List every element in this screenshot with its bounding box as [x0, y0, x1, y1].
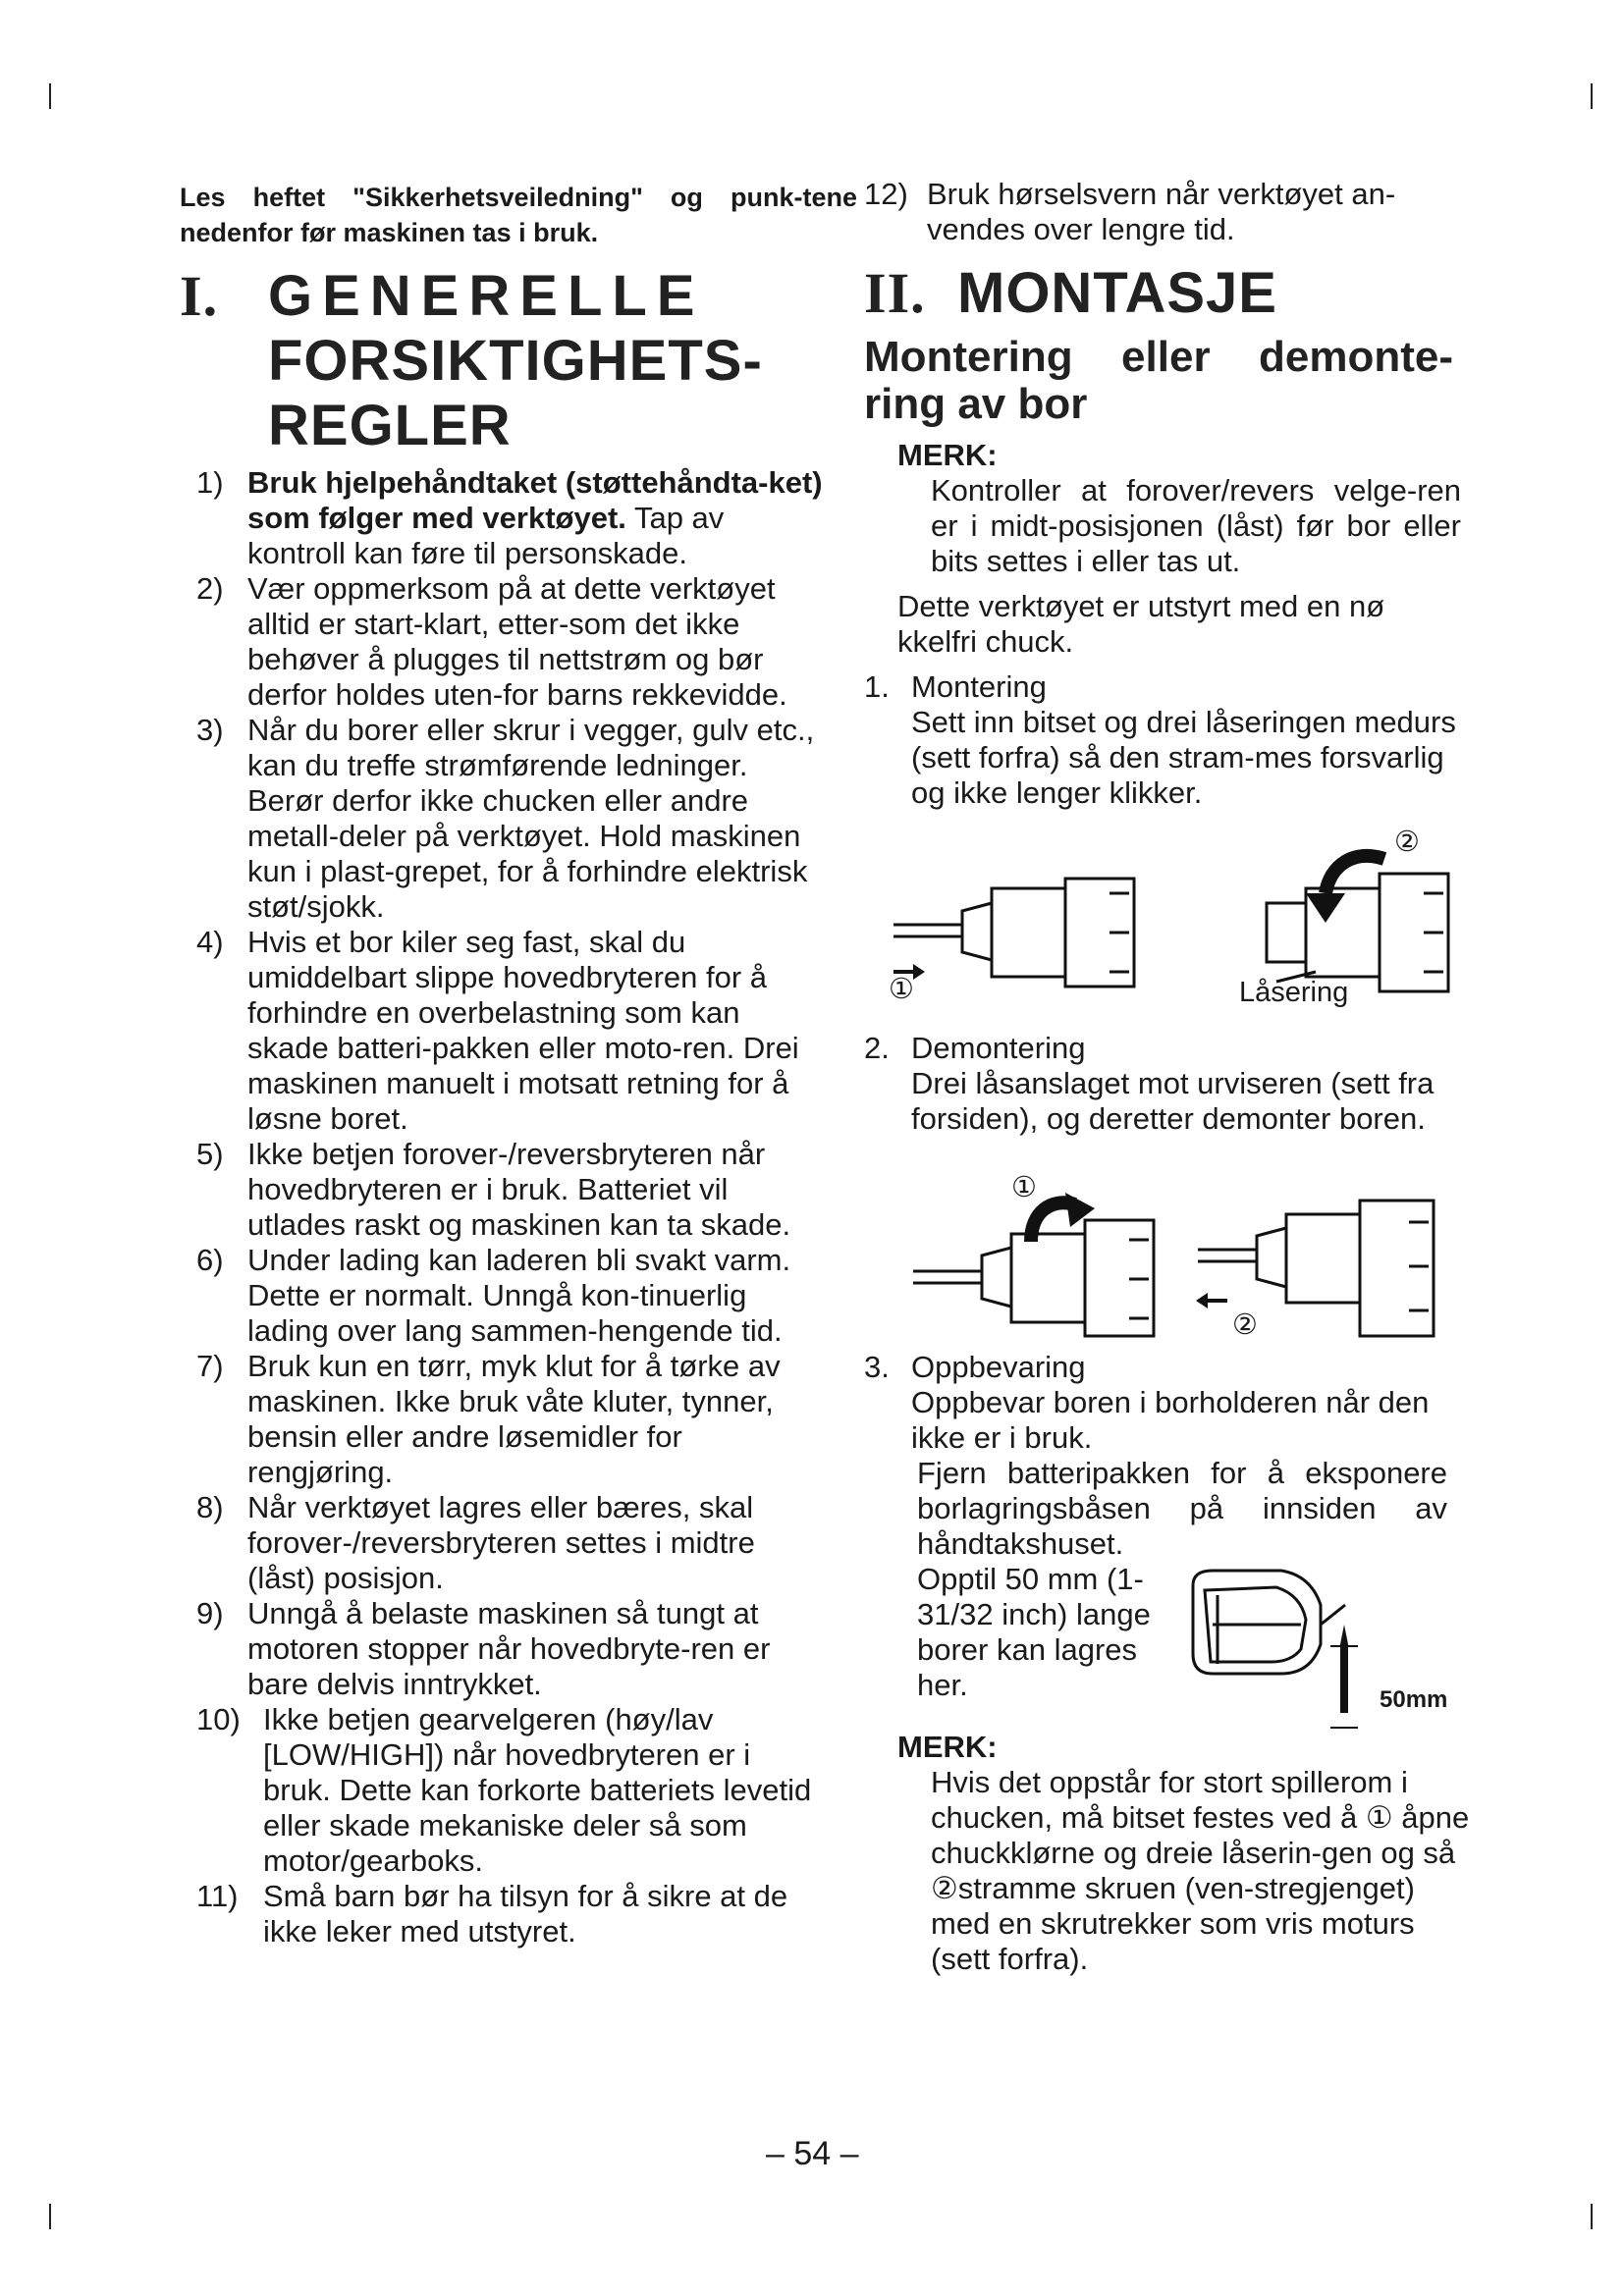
merk-text: Hvis det oppstår for stort spillerom i chucken, må bitset festes ved å ① åpne chuckklørne og dreie låserin-gen og så ②stramme skruen (ven-stregjenget) med en skrutrekker som vris moturs (sett forfra). [931, 1765, 1470, 1976]
safety-rules-list [196, 465, 825, 1949]
rule-text: Ikke betjen forover-/reversbryteren når hovedbryteren er i bruk. Batteriet vil utlades raskt og maskinen kan ta skade. [247, 1137, 791, 1242]
crop-mark-top-left [49, 83, 51, 109]
rule-item [196, 1490, 825, 1596]
page-number: – 54 – [766, 2135, 859, 2172]
step-number: 2. [864, 1031, 890, 1065]
figure-mounting [884, 834, 1492, 1031]
left-column [180, 180, 867, 460]
rule-text: Når verktøyet lagres eller bæres, skal forover-/reversbryteren settes i midtre (låst) posisjon. [247, 1490, 755, 1595]
section-2-title: MONTASJE [957, 261, 1277, 325]
rule-item [196, 1349, 825, 1490]
step-demounting [864, 1031, 1492, 1137]
rule-text: Hvis et bor kiler seg fast, skal du umiddelbart slippe hovedbryteren for å forhindre en overbelastning som kan skade batteri-pakken eller moto-ren. Drei maskinen manuelt i motsatt retning for å løsne boret. [247, 925, 799, 1136]
50mm-label: 50mm [1380, 1686, 1448, 1713]
rule-item [196, 1879, 825, 1949]
step-title: Demontering [911, 1031, 1086, 1065]
right-column-step-2 [864, 1031, 1492, 1137]
storage-text-2: Fjern batteripakken for å eksponere borlagringsbåsen på innsiden av håndtakshuset. [917, 1456, 1447, 1561]
chuck-left-drawing [893, 879, 1134, 987]
rule-text: Under lading kan laderen bli svakt varm. Dette er normalt. Unngå kon-tinuerlig lading over lang sammen-hengende tid. [247, 1243, 791, 1348]
rule-item [196, 465, 825, 571]
rule-text: Når du borer eller skrur i vegger, gulv etc., kan du treffe strømførende ledninger. Berør derfor ikke chucken eller andre metall-deler på verktøyet. Hold maskinen kun i plast-grepet, for å forhindre elektrisk støt/sjokk. [247, 713, 815, 924]
drill-bit-drawing [1330, 1625, 1358, 1728]
rule-item-12 [864, 177, 1492, 247]
intro-text: Les heftet "Sikkerhetsveiledning" og punk-tene nedenfor før maskinen tas i bruk. [180, 183, 857, 247]
figure-storage [1183, 1566, 1478, 1742]
merk-note-2 [897, 1730, 1487, 1977]
rule-bold-text: Bruk hjelpehåndtaket (støttehåndta-ket) som følger med verktøyet. [247, 465, 823, 535]
section-1-title-line-2: FORSIKTIGHETS- [268, 329, 763, 393]
merk-label: MERK: [897, 1730, 998, 1764]
crop-mark-bottom-right [1591, 2204, 1593, 2229]
section-1-title-line-1: GENERELLE [268, 264, 705, 328]
right-column [864, 177, 1492, 811]
figure-demounting [884, 1173, 1492, 1355]
section-2-subtitle: Montering eller demonte-ring av bor [864, 333, 1453, 428]
circled-number-1-label: ① [1011, 1172, 1037, 1203]
lasering-label: Låsering [1239, 977, 1349, 1008]
rule-number: 3) [196, 713, 224, 747]
step-number: 1. [864, 669, 890, 704]
rule-text: Vær oppmerksom på at dette verktøyet alltid er start-klart, etter-som det ikke behøver å plugges til nettstrøm og bør derfor holdes uten-for barns rekkevidde. [247, 571, 787, 712]
rule-item [196, 713, 825, 925]
rule-number: 7) [196, 1349, 224, 1383]
merk-label: MERK: [897, 438, 998, 472]
section-2-numeral: II. [864, 261, 926, 325]
rule-number: 11) [196, 1879, 239, 1913]
rule-number: 2) [196, 571, 224, 606]
arrow-left-icon [1196, 1293, 1227, 1308]
section-1-numeral: I. [180, 264, 219, 328]
step-title: Montering [911, 669, 1047, 704]
section-2-heading [864, 261, 1492, 326]
step-text: Sett inn bitset og drei låseringen medurs (sett forfra) så den stram-mes forsvarlig og ikke lenger klikker. [911, 705, 1456, 810]
rule-text: Ikke betjen gearvelgeren (høy/lav [LOW/HIGH]) når hovedbryteren er i bruk. Dette kan forkorte batteriets levetid eller skade mekaniske deler så som motor/gearboks. [263, 1702, 812, 1878]
circled-number-1-label: ① [889, 974, 914, 1005]
step-text: Oppbevar boren i borholderen når den ikke er i bruk. [911, 1385, 1430, 1455]
rule-number: 4) [196, 925, 224, 959]
rule-item [196, 1702, 825, 1879]
step-title: Oppbevaring [911, 1350, 1086, 1384]
rule-item [196, 1137, 825, 1243]
merk-note-1 [864, 438, 1492, 579]
rule-number: 5) [196, 1137, 224, 1171]
rule-number: 9) [196, 1596, 224, 1630]
crop-mark-top-right [1591, 83, 1593, 109]
handle-housing-drawing [1193, 1571, 1345, 1674]
rule-number: 1) [196, 465, 224, 500]
rule-number: 12) [864, 177, 908, 211]
rule-text: Bruk hørselsvern når verktøyet an-vendes over lengre tid. [927, 177, 1396, 246]
circled-number-2-label: ② [1394, 827, 1420, 858]
rule-number: 8) [196, 1490, 224, 1524]
section-1-heading [180, 264, 867, 460]
step-storage [864, 1350, 1492, 1456]
merk-text: Kontroller at forover/revers velge-ren er i midt-posisjonen (låst) før bor eller bits settes i eller tas ut. [931, 473, 1461, 578]
rule-text: Små barn bør ha tilsyn for å sikre at de ikke leker med utstyret. [263, 1879, 788, 1949]
step-text: Drei låsanslaget mot urviseren (sett fra forsiden), og deretter demonter boren. [911, 1066, 1435, 1136]
rule-text: Unngå å belaste maskinen så tungt at motoren stopper når hovedbryte-ren er bare delvis inntrykket. [247, 1596, 771, 1701]
circled-number-2-label: ② [1232, 1309, 1258, 1341]
rule-item [196, 1596, 825, 1702]
section-1-title-line-3: REGLER [268, 394, 512, 457]
rule-text: Tap av kontroll kan føre til personskade. [247, 501, 725, 570]
rule-number: 10) [196, 1702, 241, 1736]
rule-item [196, 1243, 825, 1349]
rule-item [196, 925, 825, 1137]
step-mounting [864, 669, 1492, 811]
rule-text: Bruk kun en tørr, myk klut for å tørke av maskinen. Ikke bruk våte kluter, tynner, bensin eller andre løsemidler for rengjøring. [247, 1349, 781, 1489]
rule-number: 6) [196, 1243, 224, 1277]
keyless-chuck-text: Dette verktøyet er utstyrt med en nø kkelfri chuck. [897, 589, 1385, 659]
chuck-right-drawing [1267, 874, 1448, 991]
step-number: 3. [864, 1350, 890, 1384]
storage-text-3: Opptil 50 mm (1-31/32 inch) lange borer kan lagres her. [917, 1562, 1151, 1702]
rule-item [196, 571, 825, 713]
crop-mark-bottom-left [49, 2204, 51, 2229]
